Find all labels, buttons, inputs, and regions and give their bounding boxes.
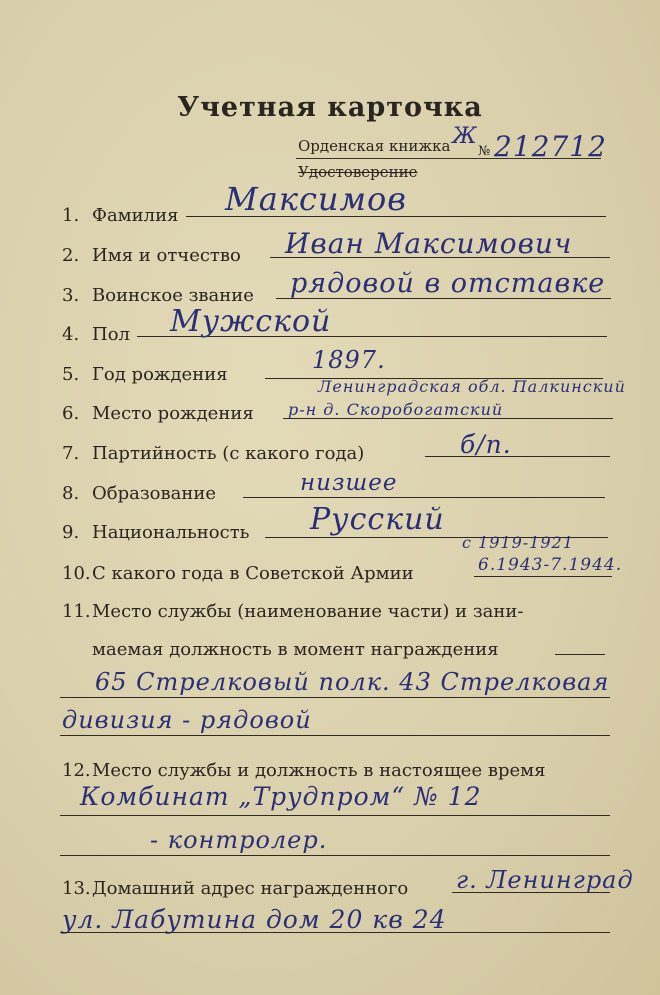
field-11-value-line-1: 65 Стрелковый полк. 43 Стрелковая: [95, 668, 610, 696]
field-11-line-2: [60, 735, 610, 736]
field-5-value: 1897.: [312, 346, 386, 374]
field-13-value-line-1: г. Ленинград: [456, 866, 634, 894]
field-7-label: 7. Партийность (с какого года): [62, 443, 365, 464]
field-13-line-1: [60, 932, 610, 933]
certificate-label-struck: Удостоверение: [298, 163, 418, 181]
card-title: Учетная карточка: [177, 92, 483, 123]
field-6-label: 6. Место рождения: [62, 403, 254, 424]
field-12-line-1: [60, 815, 610, 816]
field-13-value-line-2: ул. Лабутина дом 20 кв 24: [62, 905, 447, 934]
field-11-line-1: [60, 697, 610, 698]
field-2-value: Иван Максимович: [285, 227, 573, 260]
field-8-value: низшее: [300, 470, 398, 496]
field-7-line: [425, 456, 610, 457]
field-11-line-0: [555, 654, 605, 655]
field-11-label-line-1: 11.Место службы (наименование части) и зани-: [62, 601, 524, 622]
field-11-label-line-2: маемая должность в момент награждения: [92, 639, 499, 660]
field-10-value-line-2: 6.1943-7.1944.: [478, 555, 623, 575]
field-12-label: 12.Место службы и должность в настоящее время: [62, 760, 546, 781]
field-13-line-0: [452, 892, 610, 893]
field-12-value-line-1: Комбинат „Трудпром“ № 12: [80, 782, 482, 811]
field-1-value: Максимов: [225, 180, 407, 218]
field-1-label: 1. Фамилия: [62, 205, 179, 226]
field-11-value-line-2: дивизия - рядовой: [62, 706, 312, 734]
field-2-label: 2. Имя и отчество: [62, 245, 241, 266]
order-book-number: 212712: [494, 130, 607, 163]
field-10-value-line-1: с 1919-1921: [462, 533, 574, 552]
field-12-value-line-2: - контролер.: [150, 826, 328, 854]
order-book-label: Орденская книжка: [298, 137, 451, 155]
field-12-line-2: [60, 855, 610, 856]
number-sign: №: [478, 144, 491, 159]
field-8-label: 8. Образование: [62, 483, 217, 504]
field-4-value: Мужской: [170, 304, 332, 339]
field-10-line: [474, 576, 612, 577]
field-7-value: б/п.: [460, 430, 512, 459]
field-3-value: рядовой в отставке: [290, 268, 606, 299]
field-10-label: 10.С какого года в Советской Армии: [62, 563, 414, 584]
field-5-label: 5. Год рождения: [62, 364, 228, 385]
field-13-label: 13.Домашний адрес награжденного: [62, 878, 409, 899]
field-9-value: Русский: [310, 502, 445, 537]
field-9-label: 9. Национальность: [62, 522, 250, 543]
field-6-value-line-2: р-н д. Скоробогатский: [288, 400, 504, 419]
field-6-value-line-1: Ленинградская обл. Палкинский: [318, 377, 626, 396]
field-8-line: [243, 497, 605, 498]
field-4-label: 4. Пол: [62, 324, 130, 345]
field-3-label: 3. Воинское звание: [62, 285, 254, 306]
handwritten-series: Ж: [452, 124, 478, 149]
